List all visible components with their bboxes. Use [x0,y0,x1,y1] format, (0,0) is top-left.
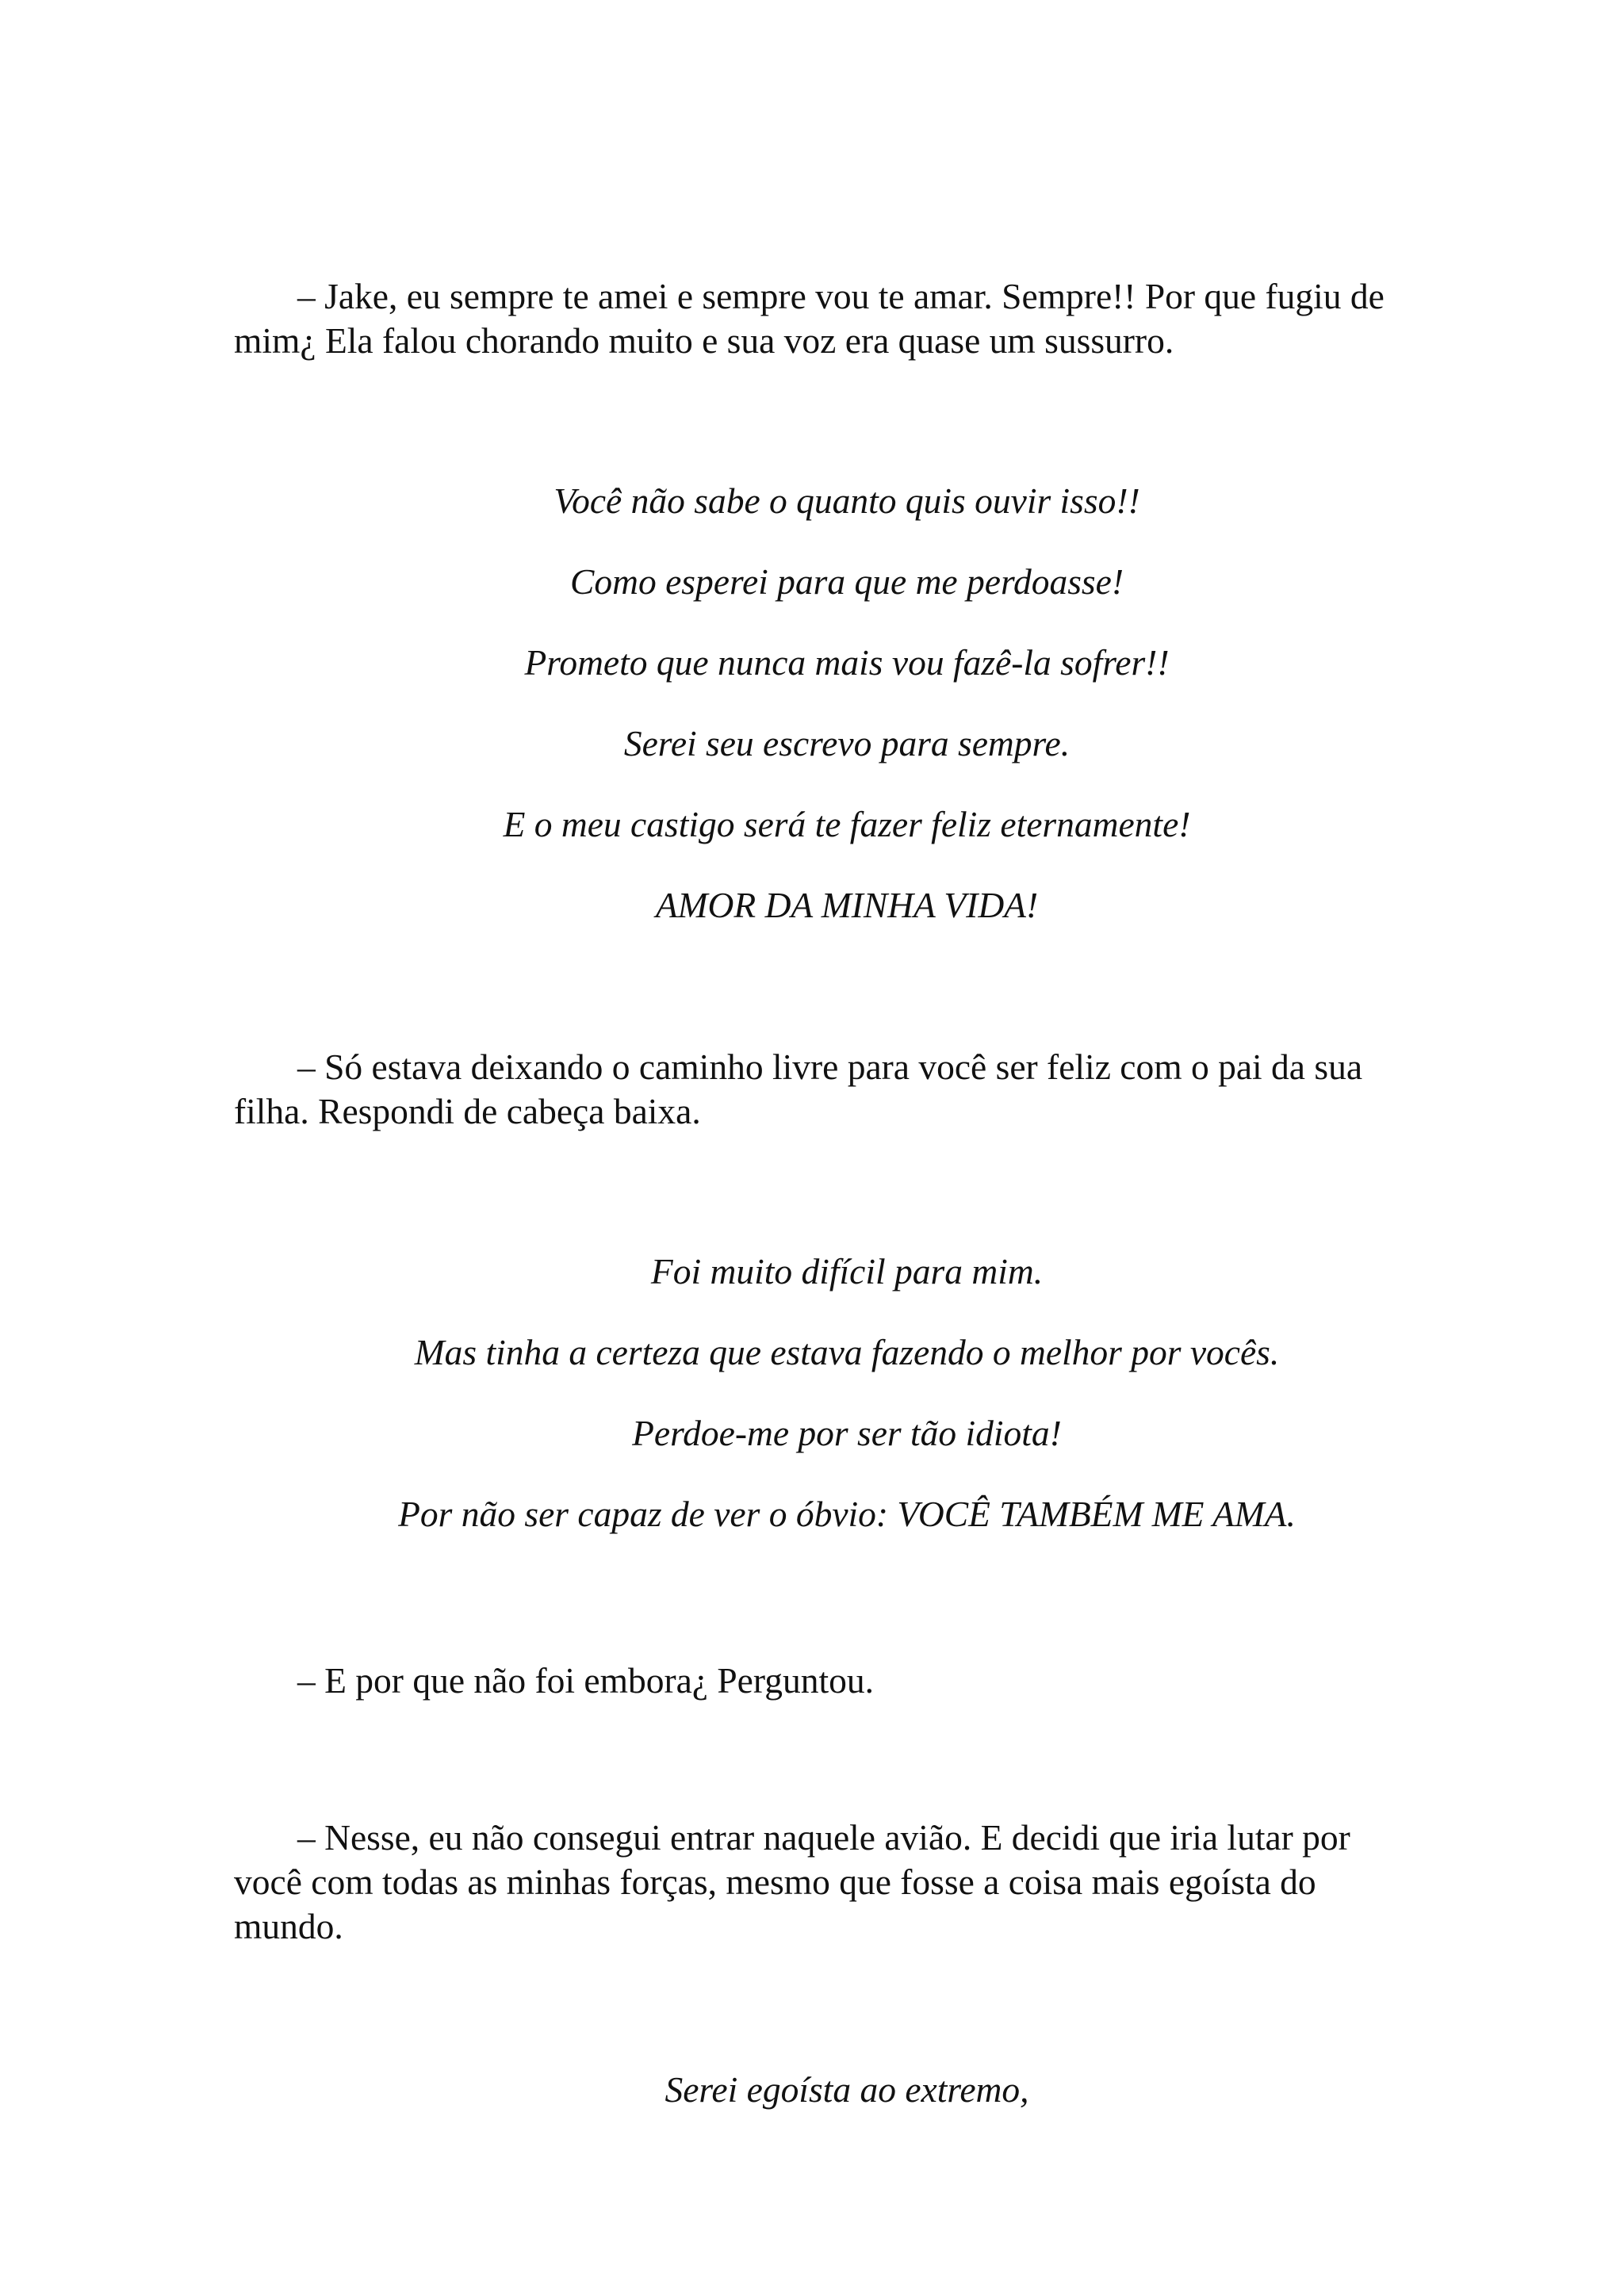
verse-line: Por não ser capaz de ver o óbvio: VOCÊ TAMBÉM ME AMA. [398,1494,1296,1534]
verse-line: Perdoe-me por ser tão idiota! [632,1413,1062,1453]
verse-line: Serei egoísta ao extremo, [665,2069,1029,2110]
verse-line: Como esperei para que me perdoasse! [570,561,1124,602]
paragraph-jake-dialogue: – Jake, eu sempre te amei e sempre vou te amar. Sempre!! Por que fugiu de mim¿ Ela falou chorando muito e sua voz era quase um sussurro. [234,276,1385,361]
verse-line: Prometo que nunca mais vou fazê-la sofrer!! [524,642,1170,683]
paragraph-question: – E por que não foi embora¿ Perguntou. [297,1660,874,1701]
verse-line: E o meu castigo será te fazer feliz eternamente! [503,804,1191,844]
paragraph-reply: – Só estava deixando o caminho livre para você ser feliz com o pai da sua filha. Respondi de cabeça baixa. [234,1047,1363,1131]
verse-line: Serei seu escrevo para sempre. [623,723,1071,763]
verse-line: Foi muito difícil para mim. [650,1251,1044,1292]
paragraph-answer: – Nesse, eu não consegui entrar naquele avião. E decidi que iria lutar por você com todas as minhas forças, mesmo que fosse a coisa mais egoísta do mundo. [234,1817,1350,1946]
verse-line: Você não sabe o quanto quis ouvir isso!! [553,480,1140,521]
verse-line: AMOR DA MINHA VIDA! [655,885,1039,925]
verse-line: Mas tinha a certeza que estava fazendo o melhor por vocês. [414,1332,1280,1372]
